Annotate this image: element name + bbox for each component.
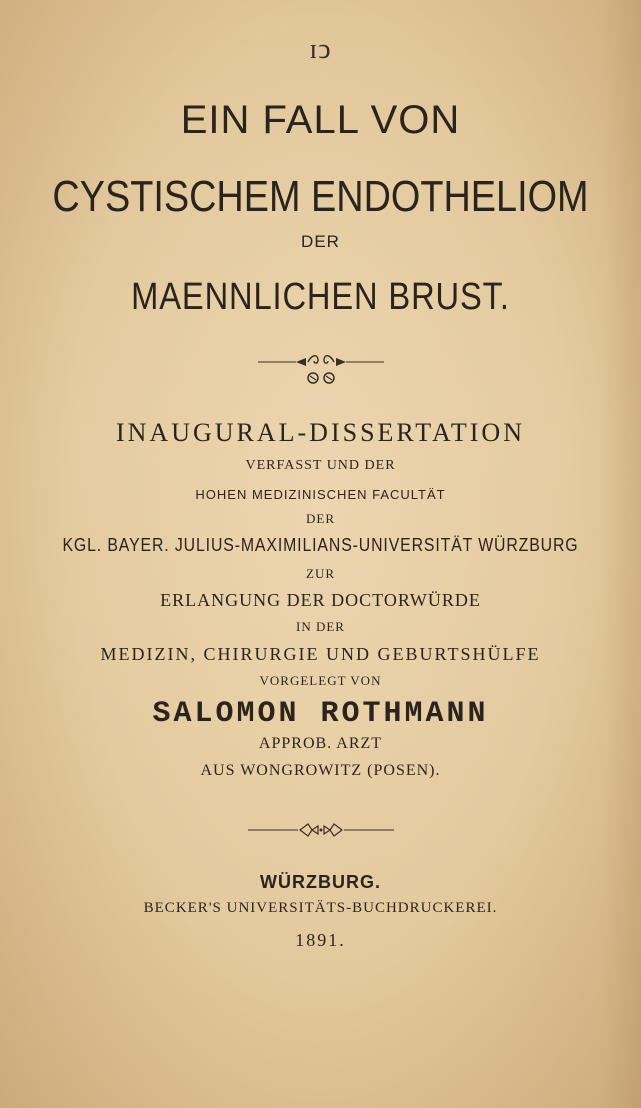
shelf-mark: ɪↄ [309, 34, 332, 65]
author-origin: AUS WONGROWITZ (POSEN). [200, 762, 441, 779]
dissertation-line: ZUR [306, 566, 335, 581]
university-line: KGL. BAYER. JULIUS-MAXIMILIANS-UNIVERSITÄT WÜRZBURG [62, 535, 579, 555]
dissertation-line: ERLANGUNG DER DOCTORWÜRDE [160, 590, 481, 610]
dissertation-line: DER [306, 511, 335, 526]
title-line-2: CYSTISCHEM ENDOTHELIOM [52, 172, 589, 221]
dissertation-heading: INAUGURAL-DISSERTATION [115, 418, 525, 447]
title-line-3: DER [301, 232, 340, 251]
imprint-city: WÜRZBURG. [260, 872, 381, 892]
flourish-ornament [0, 350, 641, 390]
author-name: SALOMON ROTHMANN [152, 697, 489, 731]
dissertation-line: MEDIZIN, CHIRURGIE UND GEBURTSHÜLFE [100, 644, 541, 664]
title-line-4: MAENNLICHEN BRUST. [131, 276, 510, 318]
imprint-year: 1891. [295, 930, 346, 950]
dissertation-line: IN DER [296, 619, 345, 634]
title-line-1: EIN FALL VON [180, 98, 461, 142]
dissertation-line: VERFASST UND DER [245, 458, 396, 473]
imprint-printer: BECKER'S UNIVERSITÄTS-BUCHDRUCKEREI. [143, 900, 498, 916]
divider-ornament [0, 818, 641, 842]
dissertation-line: HOHEN MEDIZINISCHEN FACULTÄT [195, 487, 446, 502]
dissertation-line: VORGELEGT VON [259, 673, 382, 688]
author-title: APPROB. ARZT [258, 735, 383, 752]
